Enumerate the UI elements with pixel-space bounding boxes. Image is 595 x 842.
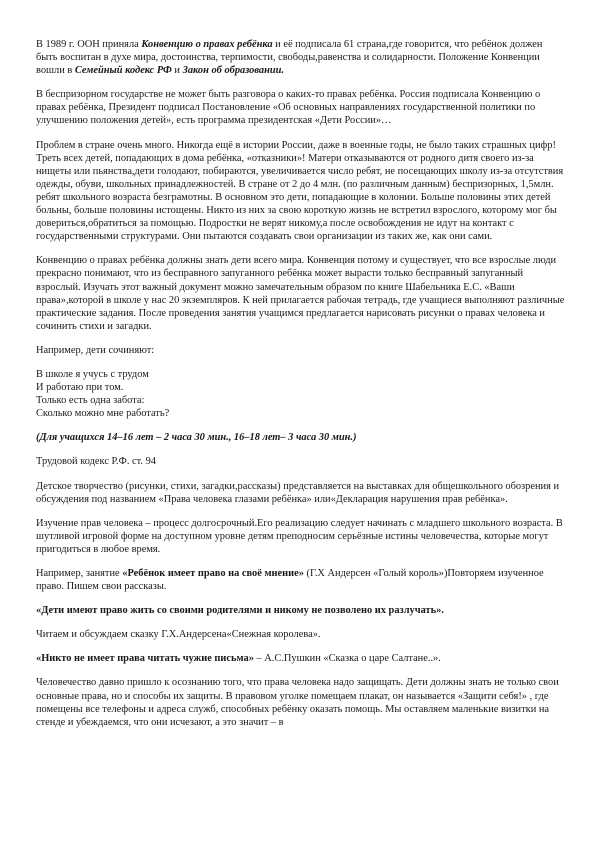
poem-line: Сколько можно мне работать?: [36, 408, 170, 420]
text: и: [171, 65, 183, 77]
paragraph-problems: Проблем в стране очень много. Никогда ещё в истории России, даже в военные годы, не было таких страшных цифр! Треть всех детей, попадающих в дома ребёнка, «отказники»! Матери отказываются от родного дитя своего из-за нищеты или пьянства,дети голодают, побираются, увеличивается число ребят, не посещающих школу из-за отсутствия одежды, обуви, школьных принадлежностей. В стране от 2 до 4 млн. (по различным данным) беспризорных, 1,5млн. ребят школьного возраста безграмотны. В основном это дети, попадающие в колонии. Больше половины этих детей больны, больше половины истощены. Никто из них за свою короткую жизнь не встретил взрослого, которому мог бы довериться,обратиться за помощью. Подростки не верят никому,а после освобождения не идут на контакт с государственными структурами. Они пытаются создавать свои организации из таких же, как они сами.: [36, 139, 564, 243]
right-live-with-parents: «Дети имеют право жить со своими родителями и никому не позволено их разлучать».: [36, 605, 444, 617]
text: (Г.Х Андерсен «Голый король»)Повторяем изученное право. Пишем свои рассказы.: [36, 568, 544, 593]
paragraph-snow-queen: Читаем и обсуждаем сказку Г.Х.Андерсена«Снежная королева».: [36, 629, 321, 641]
right-letters-title: «Никто не имеет права читать чужие письма»: [36, 653, 254, 665]
document-page: [36, 38, 566, 740]
working-hours-note: (Для учащихся 14–16 лет – 2 часа 30 мин., 16–18 лет– 3 часа 30 мин.): [36, 432, 357, 444]
paragraph-letters-right: [36, 652, 566, 665]
text: – А.С.Пушкин «Сказка о царе Салтане..».: [253, 653, 441, 665]
convention-title: Конвенцию о правах ребёнка: [141, 39, 273, 50]
poem-line: В школе я учусь с трудом: [36, 368, 149, 380]
paragraph-convention-study: Конвенцию о правах ребёнка должны знать дети всего мира. Конвенция потому и существует, что все взрослые люди прекрасно понимают, что из бесправного запуганного ребёнка может вырасти только бесправный запуганный взрослый. Изучать этот важный документ можно замечательным образом по книге Шабельника Е.С. «Ваши права»,которой в школе у нас 20 экземпляров. К ней прилагается рабочая тетрадь, где учащиеся выполняют различные практические задания. После проведения занятия учащимся предлагается нарисовать рисунки о правах человека и сочинить стихи и загадки.: [36, 255, 565, 332]
text: В 1989 г. ООН приняла: [36, 39, 142, 50]
labor-code-reference: Трудовой кодекс Р.Ф. ст. 94: [36, 456, 156, 468]
paragraph-creativity: Детское творчество (рисунки, стихи, загадки,рассказы) представляется на выставках для общешкольного обозрения и обсуждения под названием «Права человека глазами ребёнка» или«Декларация нарушения прав ребёнка».: [36, 480, 560, 505]
text: Например, занятие: [36, 568, 123, 579]
lesson-title: «Ребёнок имеет право на своё мнение»: [122, 568, 304, 579]
poem-line: Только есть одна забота:: [36, 395, 145, 407]
paragraph-convention: [36, 38, 566, 77]
text: и её подписала 61 страна,где говорится, что ребёнок должен быть воспитан в духе мира, достоинства, терпимости, свободы,равенства и солидарности. Положение Конвенции вошли в: [36, 39, 543, 77]
paragraph-long-term: Изучение прав человека – процесс долгосрочный.Его реализацию следует начинать с младшего школьного возраста. В шутливой игровой форме на доступном уровне детям преподносим серьёзные истины человечества, которые могут пригодиться в любое время.: [36, 517, 563, 555]
paragraph-state-policy: В беспризорном государстве не может быть разговора о каких-то правах ребёнка. Россия подписала Конвенцию о правах ребёнка, Президент подписал Постановление «Об основных направлениях государственной политики по улучшению положения детей», есть программа президентская «Дети России»…: [36, 89, 541, 127]
paragraph-lesson-opinion: [36, 567, 566, 593]
poem: [36, 368, 566, 420]
paragraph-example-intro: Например, дети сочиняют:: [36, 344, 155, 356]
family-code-title: Семейный кодекс РФ: [74, 65, 172, 77]
poem-line: И работаю при том.: [36, 382, 124, 394]
paragraph-protection: Человечество давно пришло к осознанию того, что права человека надо защищать. Дети должны знать не только свои основные права, но и способы их защиты. В правовом уголке помещаем плакат, он называется «Защити себя!» , где помещены все телефоны и адреса служб, способных ребёнку оказать помощь. Мы оставляем маленькие визитки на стенде и убеждаемся, что они исчезают, а это значит – в: [36, 677, 559, 728]
education-law-title: Закон об образовании.: [182, 65, 285, 77]
